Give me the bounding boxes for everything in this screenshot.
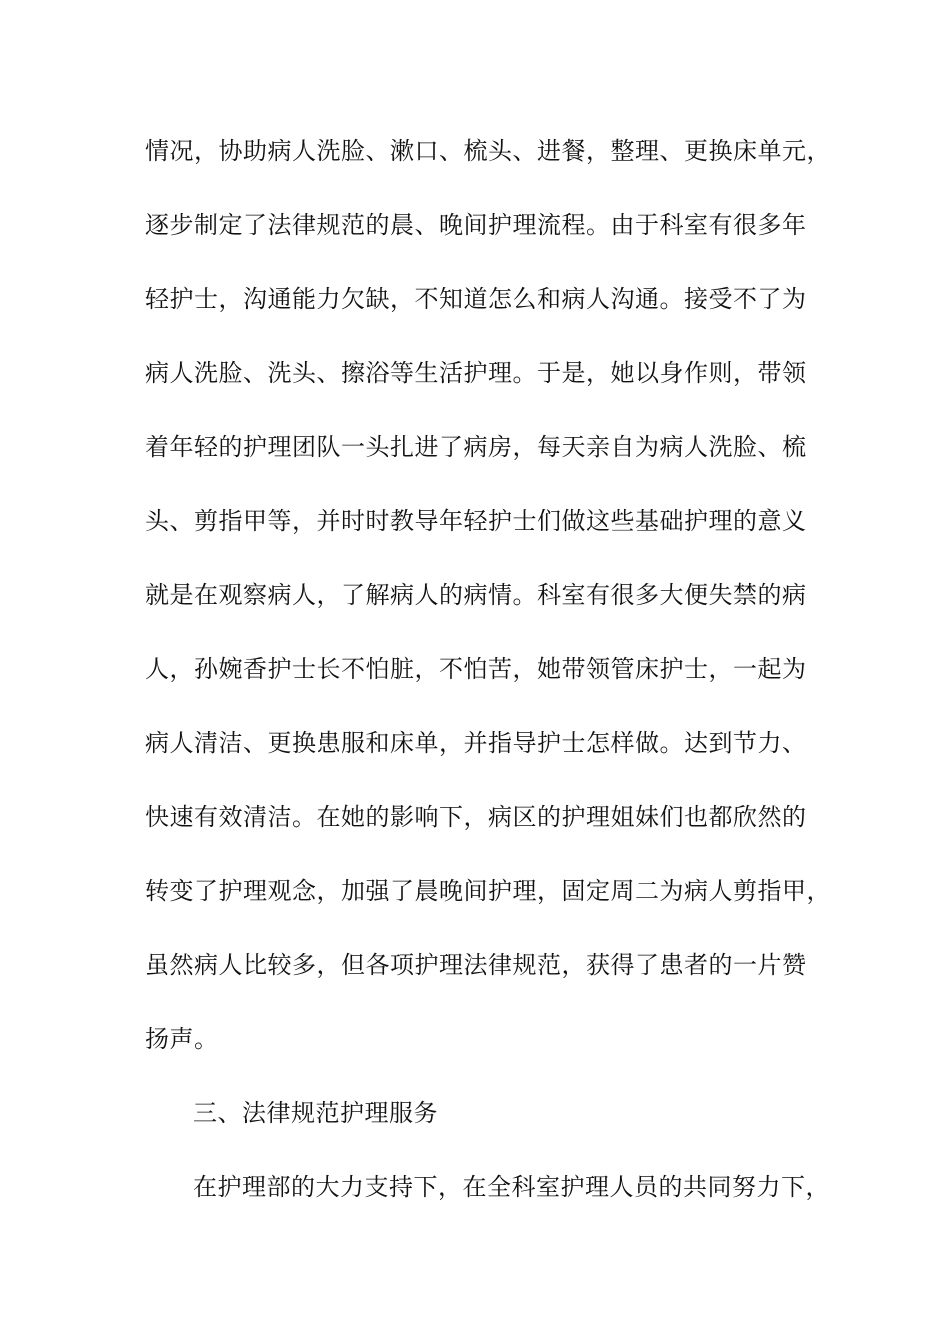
document-body <box>145 127 835 1237</box>
paragraph-line-2: 逐步制定了法律规范的晨、晚间护理流程。由于科室有很多年 <box>145 211 807 239</box>
paragraph-line-1: 情况，协助病人洗脸、漱口、梳头、进餐，整理、更换床单元， <box>145 137 831 165</box>
paragraph-line-5: 着年轻的护理团队一头扎进了病房，每天亲自为病人洗脸、梳 <box>145 433 807 461</box>
paragraph-line-7: 就是在观察病人，了解病人的病情。科室有很多大便失禁的病 <box>145 581 807 609</box>
paragraph-line-12: 虽然病人比较多，但各项护理法律规范，获得了患者的一片赞 <box>145 951 807 979</box>
paragraph-line-13: 扬声。 <box>145 1025 219 1053</box>
section-heading: 三、法律规范护理服务 <box>193 1099 438 1127</box>
paragraph-line-11: 转变了护理观念，加强了晨晚间护理，固定周二为病人剪指甲， <box>145 877 831 905</box>
paragraph-line-10: 快速有效清洁。在她的影响下，病区的护理姐妹们也都欣然的 <box>145 803 807 831</box>
paragraph-line-3: 轻护士，沟通能力欠缺，不知道怎么和病人沟通。接受不了为 <box>145 285 807 313</box>
paragraph-first-line: 在护理部的大力支持下，在全科室护理人员的共同努力下， <box>193 1173 830 1201</box>
paragraph-line-9: 病人清洁、更换患服和床单，并指导护士怎样做。达到节力、 <box>145 729 807 757</box>
paragraph-line-8: 人，孙婉香护士长不怕脏，不怕苦，她带领管床护士，一起为 <box>145 655 807 683</box>
paragraph-line-4: 病人洗脸、洗头、擦浴等生活护理。于是，她以身作则，带领 <box>145 359 807 387</box>
paragraph-line-6: 头、剪指甲等，并时时教导年轻护士们做这些基础护理的意义 <box>145 507 807 535</box>
